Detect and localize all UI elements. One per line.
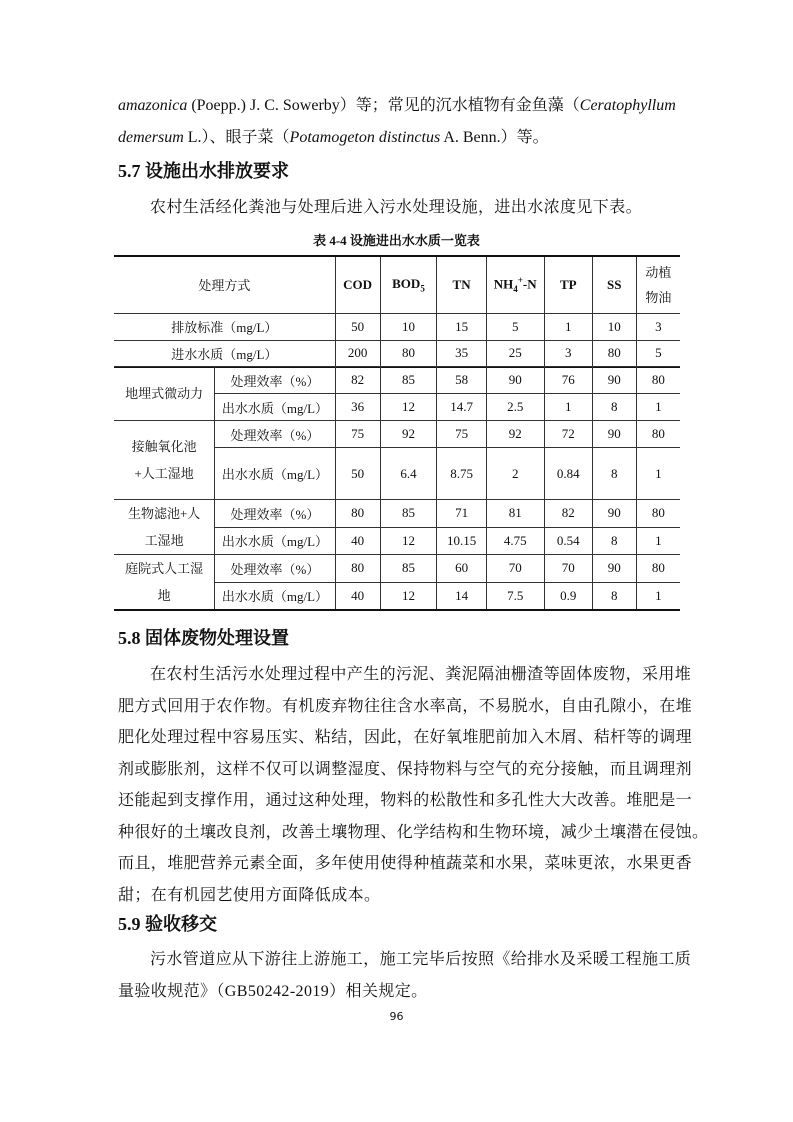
section-heading-5-8: 5.8 固体废物处理设置 [118, 628, 289, 648]
cell: 2.5 [486, 394, 544, 421]
group-name: 地埋式微动力 [114, 367, 215, 421]
section-5-8-line: 种很好的土壤改良剂，改善土壤物理、化学结构和生物环境，减少土壤潜在侵蚀。 [118, 823, 709, 841]
row-label: 进水水质（mg/L） [114, 340, 335, 367]
row-label: 处理效率（%） [215, 500, 335, 528]
cell: 1 [636, 582, 680, 610]
species-name: amazonica [118, 97, 188, 114]
cell: 90 [592, 421, 636, 448]
table-header-row [114, 256, 680, 313]
section-heading-5-7: 5.7 设施出水排放要求 [118, 161, 289, 181]
cell: 85 [380, 367, 437, 394]
cell: 200 [335, 340, 380, 367]
cell: 25 [486, 340, 544, 367]
row-label: 处理效率（%） [215, 421, 335, 448]
cell: 85 [380, 555, 437, 583]
section-5-8-line: 肥方式回用于农作物。有机废弃物往往含水率高，不易脱水，自由孔隙小，在堆 [118, 697, 693, 715]
cell: 50 [335, 313, 380, 340]
cell: 3 [544, 340, 592, 367]
cell: 82 [335, 367, 380, 394]
cell: 76 [544, 367, 592, 394]
row-label: 排放标准（mg/L） [114, 313, 335, 340]
intro-line-1 [118, 96, 676, 116]
cell: 1 [636, 394, 680, 421]
cell: 40 [335, 582, 380, 610]
cell: 60 [437, 555, 486, 583]
cell: 12 [380, 527, 437, 555]
cell: 12 [380, 582, 437, 610]
cell: 1 [636, 448, 680, 500]
table-row-standard [114, 313, 680, 340]
section-5-7-text: 农村生活经化粪池与处理后进入污水处理设施，进出水浓度见下表。 [150, 199, 643, 216]
cell: 10 [592, 313, 636, 340]
row-label: 出水水质（mg/L） [215, 527, 335, 555]
section-5-8-line: 还能起到支撑作用，通过这种处理，物料的松散性和多孔性大大改善。堆肥是一 [118, 792, 693, 809]
table-row [114, 500, 680, 528]
page-number: 96 [389, 1010, 404, 1023]
cell: 92 [486, 421, 544, 448]
group-name: 庭院式人工湿地 [114, 555, 215, 611]
group-name: 生物滤池+人工湿地 [114, 500, 215, 555]
row-label: 出水水质（mg/L） [215, 448, 335, 500]
cell: 8 [592, 527, 636, 555]
cell: 8 [592, 582, 636, 610]
cell: 90 [486, 367, 544, 394]
section-5-8-line: 而且，堆肥营养元素全面，多年使用使得种植蔬菜和水果，菜味更浓，水果更香 [118, 855, 693, 872]
header-bod5 [380, 256, 437, 313]
cell: 5 [486, 313, 544, 340]
cell: 80 [636, 367, 680, 394]
table-row [114, 421, 680, 448]
water-quality-table-groups [114, 366, 680, 611]
species-name: demersum [118, 129, 184, 146]
intro-text: (Poepp.) J. C. Sowerby）等；常见的沉水植物有金鱼藻（ [187, 97, 580, 114]
cell: 82 [544, 500, 592, 528]
cell: 35 [437, 340, 486, 367]
cell: 7.5 [486, 582, 544, 610]
cell: 81 [486, 500, 544, 528]
header-oil-line1: 动植 [645, 264, 672, 280]
cell: 80 [636, 500, 680, 528]
cell: 50 [335, 448, 380, 500]
table-row [114, 367, 680, 394]
cell: 90 [592, 500, 636, 528]
cell: 40 [335, 527, 380, 555]
cell: 0.84 [544, 448, 592, 500]
header-oil-line2: 物油 [645, 289, 672, 305]
header-nh-sub: 4 [513, 284, 518, 295]
cell: 6.4 [380, 448, 437, 500]
section-5-9-line: 量验收规范》（GB50242-2019）相关规定。 [118, 983, 428, 1000]
row-label: 处理效率（%） [215, 555, 335, 583]
cell: 80 [335, 555, 380, 583]
cell: 80 [380, 340, 437, 367]
cell: 14 [437, 582, 486, 610]
cell: 8.75 [437, 448, 486, 500]
table-caption: 表 4-4 设施进出水水质一览表 [313, 233, 480, 248]
header-nh-text: NH [493, 276, 514, 292]
table-row [114, 555, 680, 583]
row-label: 处理效率（%） [215, 367, 335, 394]
cell: 80 [335, 500, 380, 528]
cell: 90 [592, 555, 636, 583]
header-nh-end: -N [522, 276, 537, 292]
cell: 70 [486, 555, 544, 583]
cell: 8 [592, 448, 636, 500]
cell: 0.9 [544, 582, 592, 610]
cell: 14.7 [437, 394, 486, 421]
row-label: 出水水质（mg/L） [215, 582, 335, 610]
cell: 71 [437, 500, 486, 528]
cell: 8 [592, 394, 636, 421]
cell: 5 [636, 340, 680, 367]
cell: 10.15 [437, 527, 486, 555]
cell: 85 [380, 500, 437, 528]
cell: 80 [592, 340, 636, 367]
header-tn: TN [437, 256, 486, 313]
section-5-8-line: 剂或膨胀剂，这样不仅可以调整湿度、保持物料与空气的充分接触，而且调理剂 [118, 760, 693, 778]
intro-line-2 [118, 128, 549, 148]
header-tp: TP [544, 256, 592, 313]
header-nh4n [486, 256, 544, 313]
section-5-9-line: 污水管道应从下游往上游施工，施工完毕后按照《给排水及采暖工程施工质 [150, 951, 692, 968]
cell: 1 [544, 313, 592, 340]
cell: 80 [636, 555, 680, 583]
cell: 1 [636, 527, 680, 555]
header-ss: SS [592, 256, 636, 313]
species-name: Ceratophyllum [579, 97, 676, 114]
cell: 2 [486, 448, 544, 500]
cell: 90 [592, 367, 636, 394]
intro-text: L.）、眼子菜（ [183, 129, 290, 146]
cell: 72 [544, 421, 592, 448]
group-name: 接触氧化池+人工湿地 [114, 421, 215, 500]
section-5-8-line: 甜；在有机园艺使用方面降低成本。 [118, 886, 381, 904]
cell: 15 [437, 313, 486, 340]
cell: 58 [437, 367, 486, 394]
cell: 92 [380, 421, 437, 448]
cell: 12 [380, 394, 437, 421]
cell: 75 [335, 421, 380, 448]
cell: 4.75 [486, 527, 544, 555]
cell: 36 [335, 394, 380, 421]
cell: 75 [437, 421, 486, 448]
water-quality-table [114, 255, 680, 368]
section-heading-5-9: 5.9 验收移交 [118, 914, 217, 934]
intro-text: A. Benn.）等。 [440, 129, 549, 146]
cell: 80 [636, 421, 680, 448]
header-bod-text: BOD [392, 275, 421, 291]
cell: 0.54 [544, 527, 592, 555]
table-row-influent [114, 340, 680, 367]
cell: 10 [380, 313, 437, 340]
header-oil [636, 256, 680, 313]
section-5-8-line: 肥化处理过程中容易压实、粘结，因此，在好氧堆肥前加入木屑、秸杆等的调理 [118, 729, 693, 746]
cell: 3 [636, 313, 680, 340]
header-cod: COD [335, 256, 380, 313]
header-bod-sub: 5 [420, 283, 425, 294]
row-label: 出水水质（mg/L） [215, 394, 335, 421]
section-5-8-line: 在农村生活污水处理过程中产生的污泥、粪泥隔油栅渣等固体废物，采用堆 [150, 666, 692, 683]
cell: 70 [544, 555, 592, 583]
cell: 1 [544, 394, 592, 421]
species-name: Potamogeton distinctus [289, 129, 441, 146]
header-nh-sup: + [517, 275, 523, 286]
header-method: 处理方式 [114, 256, 335, 313]
